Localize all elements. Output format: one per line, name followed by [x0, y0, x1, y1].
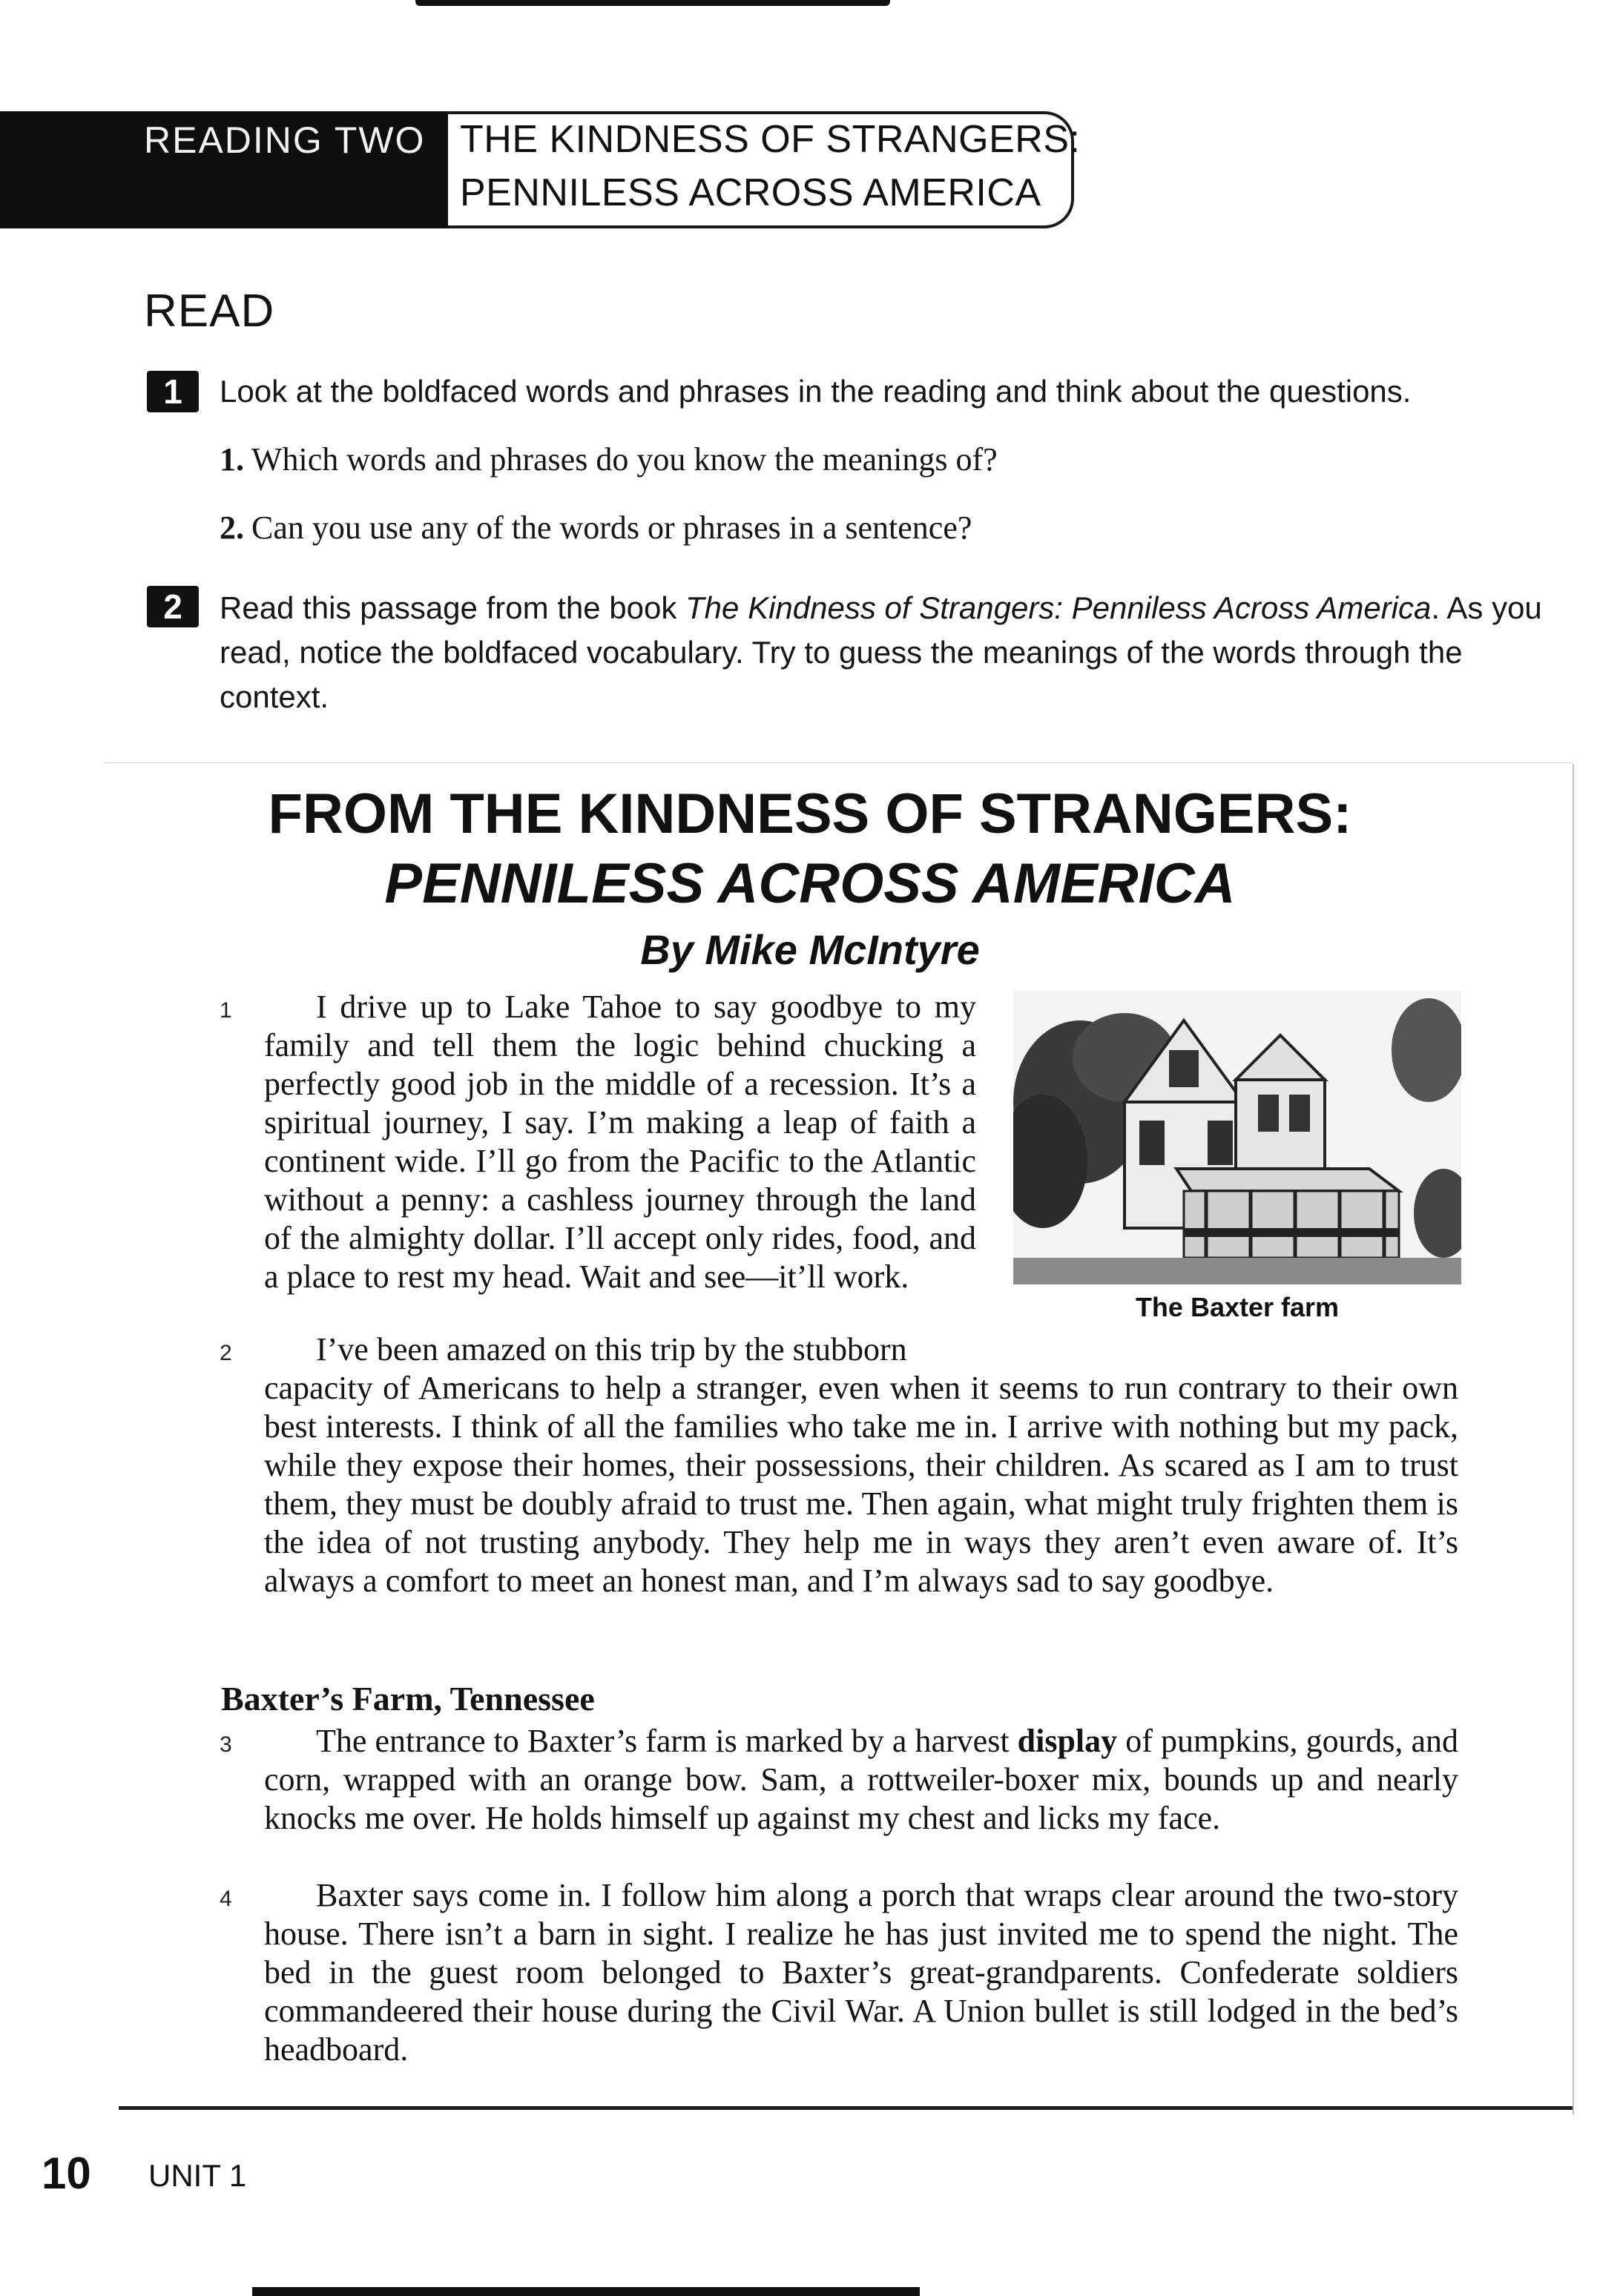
passage-title-line2: PENNILESS ACROSS AMERICA	[384, 852, 1236, 915]
baxter-farm-photo	[1013, 991, 1461, 1284]
photo-caption: The Baxter farm	[1135, 1292, 1340, 1322]
section-heading-read: READ	[144, 286, 275, 337]
paragraph-2: capacity of Americans to help a stranger, even when it seems to run contrary to their own best interests. I think of all the families who take me in. I arrive with nothing but my pack, while they expose their homes, their possessions, their children. As scared as I am to trust them, they must be doubly afraid to trust me. Then again, what might truly frighten them is the idea of not trusting anybody. They help me in ways they aren’t even aware of. It’s always a comfort to meet an honest man, and I’m always sad to say goodbye.	[264, 1370, 1458, 1599]
paragraph-number-4: 4	[220, 1887, 232, 1911]
reading-box-top-rule	[104, 762, 1573, 763]
reading-label: READING TWO	[144, 119, 426, 161]
question-1: 1. Which words and phrases do you know the meanings of?	[220, 441, 998, 478]
passage-title-line1: FROM THE KINDNESS OF STRANGERS:	[268, 782, 1352, 845]
unit-label: UNIT 1	[148, 2158, 247, 2193]
scan-edge-bottom	[252, 2287, 920, 2296]
scan-edge-top	[415, 0, 890, 6]
passage-author: By Mike McIntyre	[640, 926, 980, 973]
paragraph-number-3: 3	[220, 1732, 232, 1757]
paragraph-number-2: 2	[220, 1341, 232, 1365]
reading-box-bottom-rule	[119, 2106, 1573, 2110]
paragraph-2-first-line: I’ve been amazed on this trip by the stubborn	[316, 1331, 907, 1368]
paragraph-1: I drive up to Lake Tahoe to say goodbye to my family and tell them the logic behind chucking a perfectly good job in the middle of a recession. It’s a spiritual journey, I say. I’m making a leap of faith a continent wide. I’ll go from the Pacific to the Atlantic without a penny: a cashless journey through the land of the almighty dollar. I’ll accept only rides, food, and a place to rest my head. Wait and see—it’ll work.	[264, 989, 976, 1295]
paragraph-number-1: 1	[220, 998, 232, 1023]
step-2-badge: 2	[147, 586, 199, 627]
question-2: 2. Can you use any of the words or phrases in a sentence?	[220, 509, 972, 546]
vocab-display: display	[1017, 1723, 1118, 1759]
reading-title-line2: PENNILESS ACROSS AMERICA	[460, 171, 1041, 214]
reading-title-line1: THE KINDNESS OF STRANGERS:	[460, 118, 1081, 161]
subheading-baxters-farm: Baxter’s Farm, Tennessee	[221, 1680, 595, 1718]
book-title: The Kindness of Strangers: Penniless Across America	[685, 590, 1432, 625]
step-1-badge: 1	[147, 371, 199, 412]
step-1-instruction: Look at the boldfaced words and phrases in the reading and think about the questions.	[220, 374, 1412, 409]
paragraph-4: Baxter says come in. I follow him along a porch that wraps clear around the two-story house. There isn’t a barn in sight. I realize he has just invited me to spend the night. The bed in the guest room belonged to Baxter’s great-grandparents. Confederate soldiers commandeered their house during the Civil War. A Union bullet is still lodged in the bed’s headboard.	[264, 1877, 1458, 2068]
paragraph-3: The entrance to Baxter’s farm is marked by a harvest display of pumpkins, gourds, and corn, wrapped with an orange bow. Sam, a rottweiler-boxer mix, bounds up and nearly knocks me over. He holds himself up against my chest and licks my face.	[264, 1723, 1458, 1836]
page-number: 10	[42, 2148, 91, 2198]
step-2-instruction: Read this passage from the book The Kindness of Strangers: Penniless Across America. As you read, notice the boldfaced vocabulary. Try to guess the meanings of the words through the context.	[220, 590, 1542, 714]
